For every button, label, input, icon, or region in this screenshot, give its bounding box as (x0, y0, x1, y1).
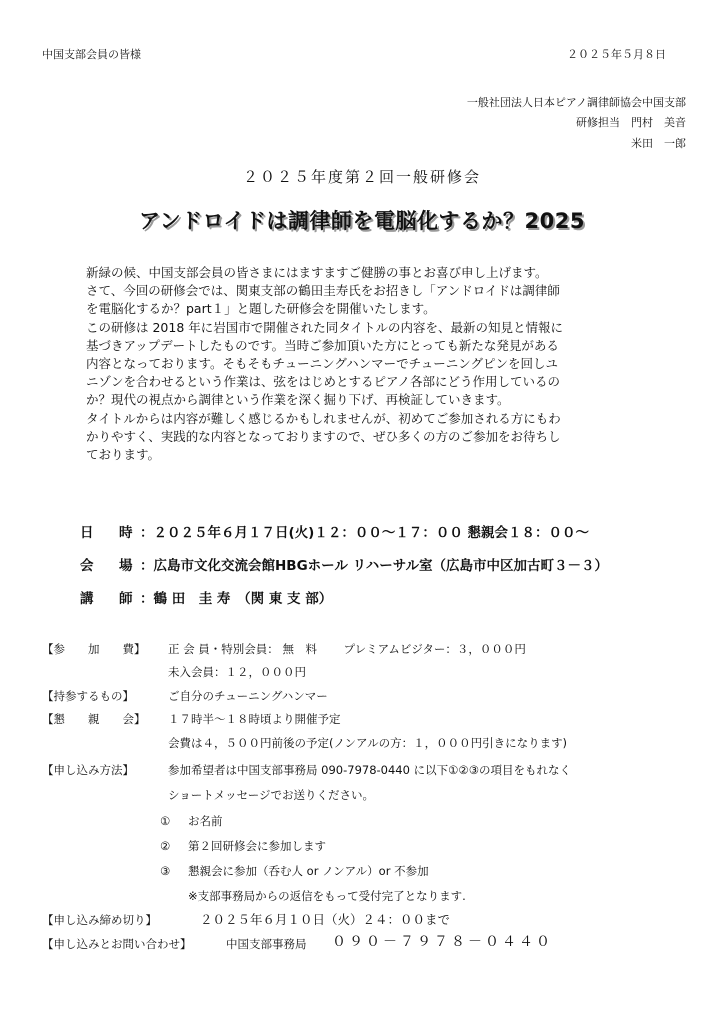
receipt-note: ※支部事務局からの返信をもって受付完了となります. (188, 889, 466, 903)
body-line: 新緑の候、中国支部会員の皆さまにはますますご健勝の事とお喜び申し上げます。 (86, 265, 548, 280)
organization: 一般社団法人日本ピアノ調律師協会中国支部 (466, 96, 686, 109)
item-number: ② (160, 839, 171, 853)
fee-line-1: 正 会 員・特別会員： 無 料 プレミアムビジター：３，０００円 (168, 642, 526, 656)
body-text (86, 264, 646, 464)
bring-label: 【持参するもの】 (42, 689, 134, 703)
datetime-label: 日 時 (80, 525, 139, 541)
body-line: か？現代の視点から調律という作業を深く掘り下げ、再検証していきます。 (86, 392, 510, 408)
apply-line-1: 参加希望者は中国支部事務局 090-7978-0440 に以下①②③の項目をもれなく (168, 763, 572, 777)
fee-line-2: 未入会員：１２，０００円 (168, 665, 306, 679)
body-line: 基づきアップデートしたものです。当時ご参加頂いた方にとっても新たな発見がある (86, 337, 559, 353)
person-in-charge: 研修担当 門村 美音 (576, 116, 686, 129)
party-line-1: １７時半～１８時頃より開催予定 (168, 712, 341, 726)
lecturer-value: ：鶴 田 圭 寿 （関 東 支 部） (140, 591, 333, 607)
body-line: ニゾンを合わせるという作業は、弦をはじめとするピアノ各部にどう作用しているの (86, 374, 561, 390)
apply-label: 【申し込み方法】 (42, 763, 134, 777)
item-text: 第２回研修会に参加します (188, 839, 326, 853)
body-line: 内容となっております。そもそもチューニングハンマーでチューニングピンを回しユ (86, 356, 559, 372)
body-line: ております。 (86, 447, 161, 463)
party-line-2: 会費は４，５００円前後の予定(ノンアルの方：１，０００円引きになります) (168, 736, 568, 750)
recipient: 中国支部会員の皆様 (42, 48, 141, 61)
item-number: ③ (160, 864, 171, 878)
contact-label: 【申し込みとお問い合わせ】 (42, 937, 192, 951)
body-line: さて、今回の研修会では、関東支部の鶴田圭寿氏をお招きし「アンドロイドは調律師 (86, 283, 560, 299)
fee-label: 【参 加 費】 (42, 642, 146, 656)
event-subtitle: ２０２５年度第２回一般研修会 (242, 168, 481, 186)
lecturer-label: 講 師 (80, 591, 139, 607)
body-line: かりやすく、実践的な内容となっておりますので、ぜひ多くの方のご参加をお待ちし (86, 428, 561, 444)
contact-phone: ０９０－７９７８－０４４０ (332, 934, 553, 950)
datetime-value: ：２０２５年６月１７日(火)１２：００～１７：００ 懇親会１８：００～ (140, 525, 590, 541)
body-line: この研修は 2018 年に岩国市で開催された同タイトルの内容を、最新の知見と情報に (86, 319, 564, 335)
person-in-charge-2: 米田 一郎 (631, 137, 686, 150)
venue-value: ：広島市文化交流会館HBGホール リハーサル室（広島市中区加古町３－３） (140, 558, 609, 574)
item-text: お名前 (188, 814, 223, 828)
event-title: アンドロイドは調律師を電脳化するか？2025 (139, 209, 585, 233)
body-line: タイトルからは内容が難しく感じるかもしれませんが、初めてご参加される方にもわ (86, 410, 561, 426)
item-text: 懇親会に参加（呑む人 or ノンアル）or 不参加 (188, 864, 429, 878)
deadline-value: ２０２５年６月１０日（火）２４：００まで (200, 912, 451, 927)
party-label: 【懇 親 会】 (42, 712, 146, 726)
item-number: ① (160, 814, 171, 828)
venue-label: 会 場 (80, 558, 139, 574)
letter-date: ２０２５年５月８日 (567, 48, 666, 61)
body-line: を電脳化するか？part１」と題した研修会を開催いたします。 (86, 301, 436, 317)
bring-value: ご自分のチューニングハンマー (168, 689, 328, 703)
contact-office: 中国支部事務局 (226, 937, 307, 951)
deadline-label: 【申し込み締め切り】 (42, 913, 157, 927)
apply-line-2: ショートメッセージでお送りください。 (168, 788, 374, 802)
